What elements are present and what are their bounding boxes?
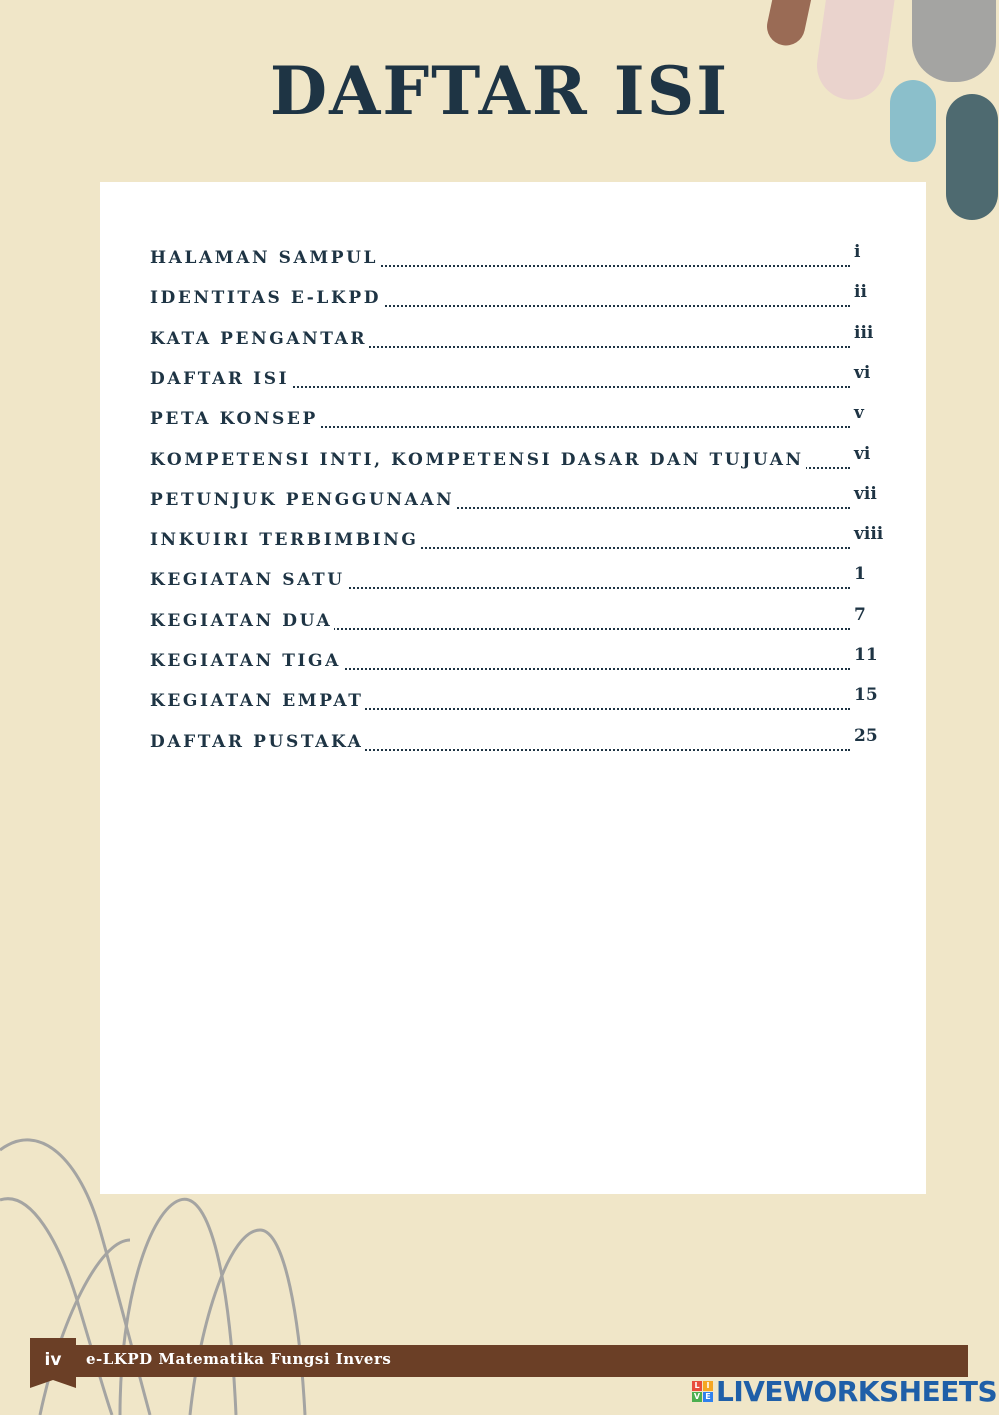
toc-entry[interactable] xyxy=(150,444,884,474)
liveworksheets-icon xyxy=(692,1381,713,1402)
toc-entry-page: 15 xyxy=(854,685,878,706)
toc-entry[interactable] xyxy=(150,645,884,675)
brown-brush-stroke xyxy=(763,0,818,49)
page-title: DAFTAR ISI xyxy=(269,52,730,130)
toc-entry[interactable] xyxy=(150,524,884,554)
logo-letter-e: E xyxy=(703,1392,713,1402)
toc-entry-page: vi xyxy=(854,443,871,464)
toc-entry-label: HALAMAN SAMPUL xyxy=(150,248,379,268)
toc-entry-label: KEGIATAN SATU xyxy=(150,570,345,591)
toc-entry[interactable] xyxy=(150,564,884,594)
page-number: iv xyxy=(44,1350,62,1370)
toc-entry-page: 25 xyxy=(854,725,878,746)
toc-entry-page: i xyxy=(854,242,861,262)
toc-entry-label: PETA KONSEP xyxy=(150,409,318,430)
toc-entry[interactable] xyxy=(150,403,884,433)
toc-entry-label: KEGIATAN TIGA xyxy=(150,651,341,671)
toc-entry-label: KEGIATAN DUA xyxy=(150,610,333,631)
toc-entry[interactable] xyxy=(150,282,884,312)
toc-entry[interactable] xyxy=(150,685,884,715)
toc-entry-page: vi xyxy=(854,362,871,383)
toc-entry[interactable] xyxy=(150,323,884,353)
toc-entry-label: KATA PENGANTAR xyxy=(150,328,368,349)
toc-entry-page: 7 xyxy=(854,604,866,625)
toc-entry-label: PETUNJUK PENGGUNAAN xyxy=(150,489,455,510)
liveworksheets-logo[interactable] xyxy=(692,1373,997,1409)
toc-entry-page: iii xyxy=(854,322,874,343)
logo-letter-i: I xyxy=(703,1381,713,1391)
toc-entry-label: INKUIRI TERBIMBING xyxy=(150,530,419,551)
toc-entry[interactable] xyxy=(150,726,884,756)
toc-entry[interactable] xyxy=(150,242,884,272)
logo-letter-v: V xyxy=(693,1391,701,1401)
toc-entry-page: 11 xyxy=(854,645,878,665)
toc-entry[interactable] xyxy=(150,605,884,635)
toc-entry-page: v xyxy=(854,403,864,424)
logo-letter-l: L xyxy=(692,1381,702,1391)
toc-entry[interactable] xyxy=(150,484,884,514)
toc-entry-label: KOMPETENSI INTI, KOMPETENSI DASAR DAN TUJUAN xyxy=(150,449,804,470)
toc-entry-page: ii xyxy=(854,282,867,303)
toc-entry-page: viii xyxy=(854,524,884,545)
toc-entry-label: DAFTAR ISI xyxy=(150,368,290,389)
toc-entry-label: KEGIATAN EMPAT xyxy=(150,691,364,712)
footer-book-title: e-LKPD Matematika Fungsi Invers xyxy=(86,1350,392,1368)
toc-entry-page: 1 xyxy=(854,564,866,585)
toc-entry-label: DAFTAR PUSTAKA xyxy=(150,731,364,752)
toc-entry-page: vii xyxy=(854,483,877,504)
toc-entry[interactable] xyxy=(150,363,884,393)
toc-entry-label: IDENTITAS E-LKPD xyxy=(150,288,382,309)
liveworksheets-logo-text: LIVEWORKSHEETS xyxy=(716,1374,998,1408)
